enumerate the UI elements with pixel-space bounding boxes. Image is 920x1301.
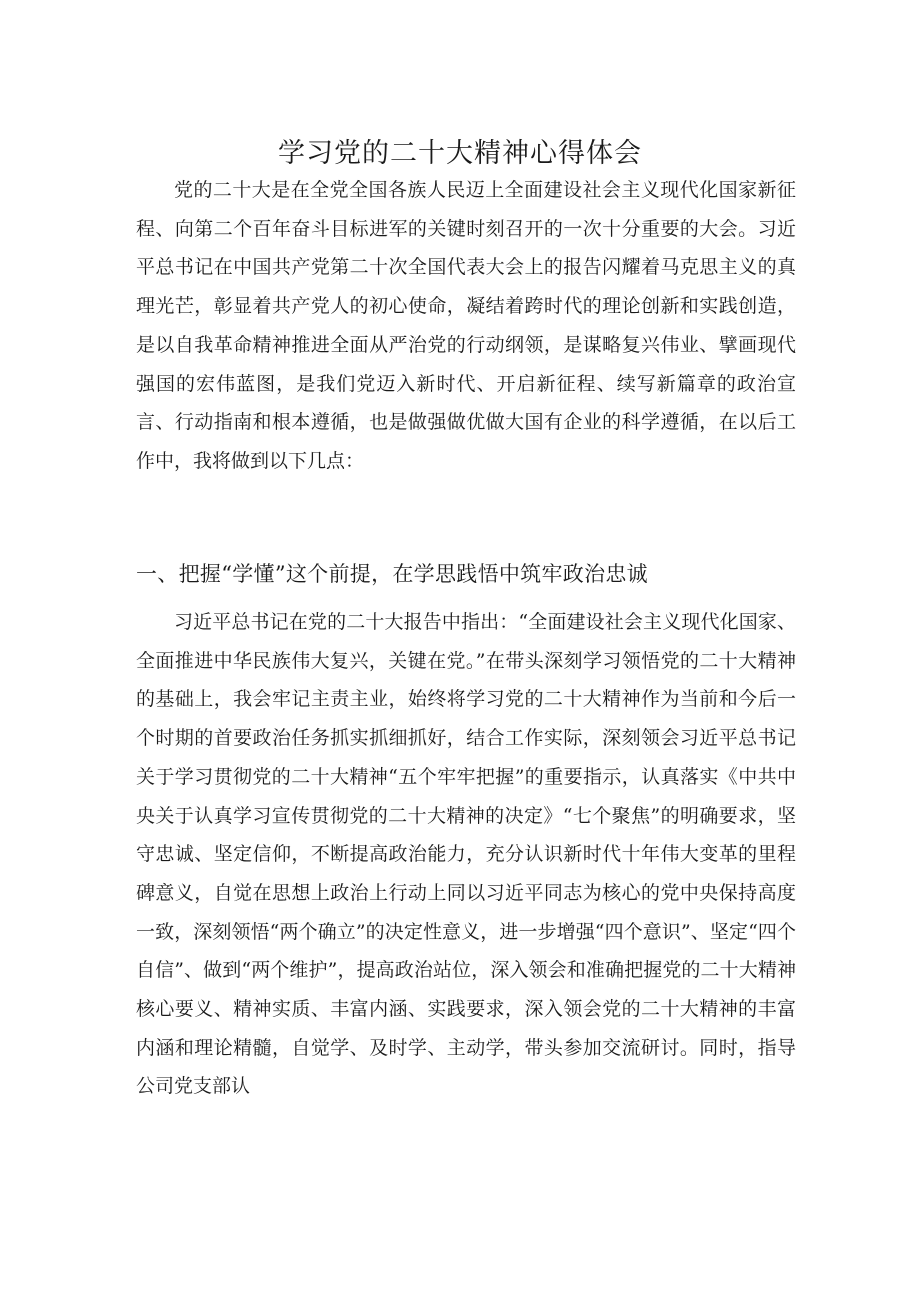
section-body-paragraph: 习近平总书记在党的二十大报告中指出：“全面建设社会主义现代化国家、全面推进中华民族伟大复兴，关键在党。”在带头深刻学习领悟党的二十大精神的基础上，我会牢记主责主业，始终将学习党的二十大精神作为当前和今后一个时期的首要政治任务抓实抓细抓好，结合工作实际，深刻领会习近平总书记关于学习贯彻党的二十大精神“五个牢牢把握”的重要指示，认真落实《中共中央关于认真学习宣传贯彻党的二十大精神的决定》“七个聚焦”的明确要求，坚守忠诚、坚定信仰，不断提高政治能力，充分认识新时代十年伟大变革的里程碑意义，自觉在思想上政治上行动上同以习近平同志为核心的党中央保持高度一致，深刻领悟“两个确立”的决定性意义，进一步增强“四个意识”、坚定“四个自信”、做到“两个维护”，提高政治站位，深入领会和准确把握党的二十大精神核心要义、精神实质、丰富内涵、实践要求，深入领会党的二十大精神的丰富内涵和理论精髓，自觉学、及时学、主动学，带头参加交流研讨。同时，指导公司党支部认 [136,611,796,1098]
intro-paragraph: 党的二十大是在全党全国各族人民迈上全面建设社会主义现代化国家新征程、向第二个百年奋斗目标进军的关键时刻召开的一次十分重要的大会。习近平总书记在中国共产党第二十次全国代表大会上的报告闪耀着马克思主义的真理光芒，彰显着共产党人的初心使命，凝结着跨时代的理论创新和实践创造，是以自我革命精神推进全面从严治党的行动纲领，是谋略复兴伟业、擘画现代强国的宏伟蓝图，是我们党迈入新时代、开启新征程、续写新篇章的政治宣言、行动指南和根本遵循，也是做强做优做大国有企业的科学遵循，在以后工作中，我将做到以下几点： [136,179,796,472]
document-title: 学习党的二十大精神心得体会 [278,138,642,170]
section-heading: 一、把握“学懂”这个前提，在学思践悟中筑牢政治忠诚 [136,562,648,586]
